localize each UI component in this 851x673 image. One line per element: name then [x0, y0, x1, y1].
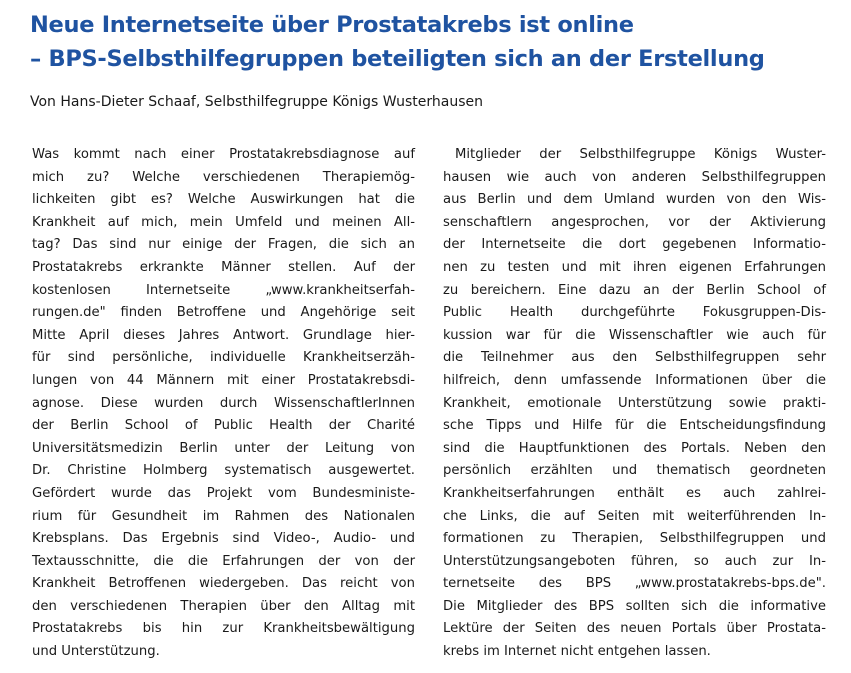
text-line: krebs im Internet nicht entgehen lassen.: [443, 644, 711, 660]
text-line: Krankheitserfahrungen enthält es auch zahlrei-: [443, 485, 826, 501]
text-line: kussion war für die Wissenschaftler wie auch für: [443, 327, 826, 343]
text-line: che Links, die auf Seiten mit weiterführenden In-: [443, 508, 826, 524]
text-line: Krankheit auf mich, mein Umfeld und meinen All-: [32, 214, 415, 230]
text-line: Die Mitglieder des BPS sollten sich die informative: [443, 598, 826, 614]
text-line: nen zu testen und mit ihren eigenen Erfahrungen: [443, 259, 826, 275]
text-line: tag? Das sind nur einige der Fragen, die sich an: [32, 237, 415, 253]
text-line: rium für Gesundheit im Rahmen des Nationalen: [32, 508, 415, 524]
text-line: mich zu? Welche verschiedenen Therapiemög-: [32, 169, 415, 185]
text-line: Unterstützungsangeboten führen, so auch zur In-: [443, 553, 826, 569]
text-line: lichkeiten gibt es? Welche Auswirkungen hat die: [32, 192, 415, 208]
text-line: Textausschnitte, die die Erfahrungen der von der: [32, 553, 415, 569]
text-line: Dr. Christine Holmberg systematisch ausgewertet.: [32, 463, 415, 479]
article-byline: Von Hans-Dieter Schaaf, Selbsthilfegruppe Königs Wusterhausen: [30, 94, 484, 110]
text-line: Prostatakrebs bis hin zur Krankheitsbewältigung: [32, 621, 415, 637]
text-line: der Berlin School of Public Health der Charité: [32, 418, 415, 434]
article-title: [30, 8, 765, 76]
text-line: persönlich erzählten und thematisch geordneten: [443, 463, 826, 479]
text-line: lungen von 44 Männern mit einer Prostatakrebsdi-: [32, 372, 415, 388]
text-line: die Teilnehmer aus den Selbsthilfegruppen sehr: [443, 350, 826, 366]
text-line: hausen wie auch von anderen Selbsthilfegruppen: [443, 169, 826, 185]
text-line: kostenlosen Internetseite „www.krankheitserfah-: [32, 282, 415, 298]
text-line: Krebsplans. Das Ergebnis sind Video-, Audio- und: [32, 531, 415, 547]
text-line: aus Berlin und dem Umland wurden von den Wis-: [443, 192, 826, 208]
text-line: der Internetseite die dort gegebenen Informatio-: [443, 237, 826, 253]
text-line: rungen.de" finden Betroffene und Angehörige seit: [32, 305, 415, 321]
text-line: Prostatakrebs erkrankte Männer stellen. Auf der: [32, 259, 415, 275]
text-line: sind die Hauptfunktionen des Portals. Neben den: [443, 440, 826, 456]
text-line: senschaftlern angesprochen, vor der Aktivierung: [443, 214, 826, 230]
text-line: Mitte April dieses Jahres Antwort. Grundlage hier-: [32, 327, 415, 343]
text-line: Public Health durchgeführte Fokusgruppen-Dis-: [443, 305, 826, 321]
text-line: Was kommt nach einer Prostatakrebsdiagnose auf: [32, 147, 415, 162]
text-line: Lektüre der Seiten des neuen Portals über Prostata-: [443, 621, 826, 637]
left-column: [32, 144, 415, 664]
text-line: Krankheit, emotionale Unterstützung sowie prakti-: [443, 395, 826, 411]
text-line: für sind persönliche, individuelle Krankheitserzäh-: [32, 350, 415, 366]
text-line: Krankheit Betroffenen wiedergeben. Das reicht von: [32, 576, 415, 592]
text-line: Mitglieder der Selbsthilfegruppe Königs Wuster-: [455, 147, 826, 162]
text-line: hilfreich, denn umfassende Informationen über die: [443, 372, 826, 388]
text-line: und Unterstützung.: [32, 644, 160, 660]
text-line: Universitätsmedizin Berlin unter der Leitung von: [32, 440, 415, 456]
text-line: ternetseite des BPS „www.prostatakrebs-bps.de".: [443, 576, 826, 592]
right-column: [443, 144, 826, 664]
text-line: formationen zu Therapien, Selbsthilfegruppen und: [443, 531, 826, 547]
article-title-line-2: – BPS-Selbsthilfegruppen beteiligten sich an der Erstellung: [30, 46, 765, 72]
text-line: agnose. Diese wurden durch WissenschaftlerInnen: [32, 395, 415, 411]
text-line: zu bereichern. Eine dazu an der Berlin School of: [443, 282, 826, 298]
text-line: den verschiedenen Therapien über den Alltag mit: [32, 598, 415, 614]
text-line: Gefördert wurde das Projekt vom Bundesministe-: [32, 485, 415, 501]
text-line: sche Tipps und Hilfe für die Entscheidungsfindung: [443, 418, 826, 434]
article-title-line-1: Neue Internetseite über Prostatakrebs ist online: [30, 12, 634, 38]
